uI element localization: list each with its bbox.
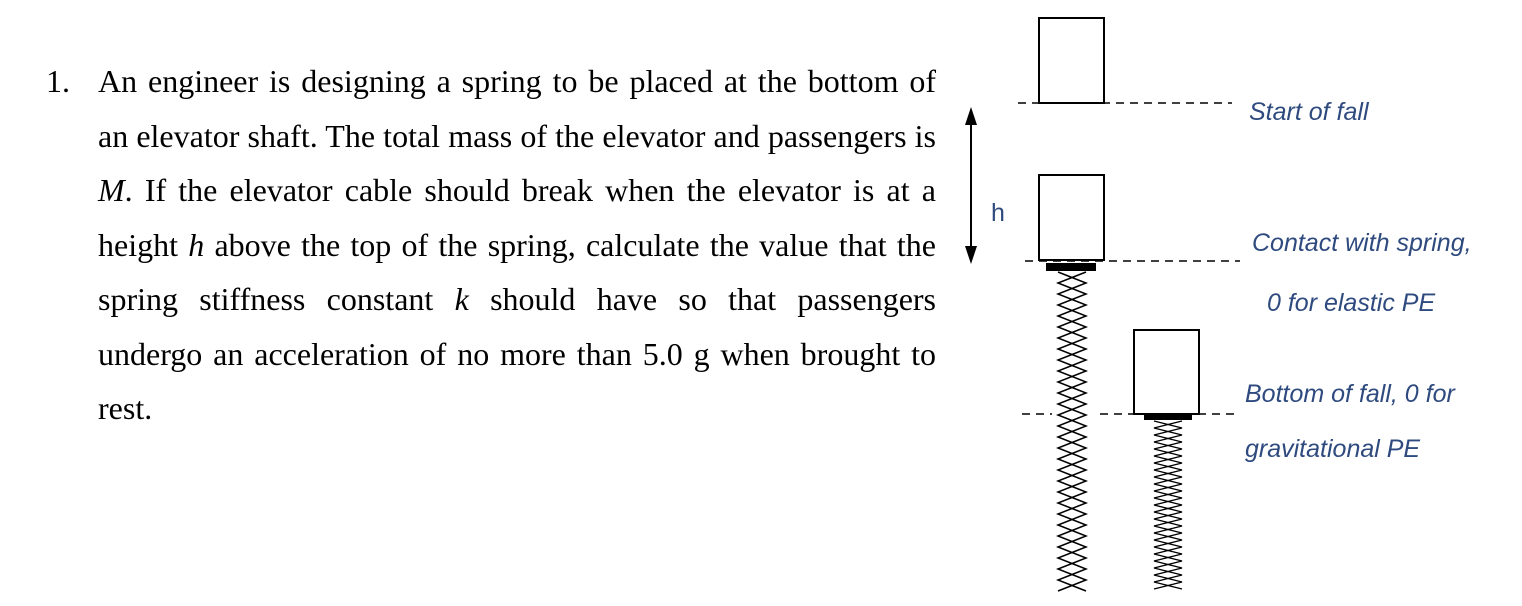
label-contact-line-1: Contact with spring,: [1252, 229, 1472, 257]
height-arrow-head-down: [965, 246, 977, 264]
problem-text-4: should have so that passengers undergo an acceleration of no more than 5.0 g when brought to rest.: [98, 281, 937, 426]
problem-number: 1.: [46, 63, 70, 99]
label-start-of-fall: Start of fall: [1249, 98, 1369, 126]
problem-text-3: above the top of the spring, calculate the value that the spring stiffness constant: [98, 226, 937, 317]
label-bottom-line-2: gravitational PE: [1245, 435, 1421, 463]
spring-plate-compressed: [1144, 414, 1192, 420]
spring-compressed: [1154, 421, 1182, 589]
label-bottom-line-1: Bottom of fall, 0 for: [1245, 380, 1455, 408]
variable-mass: M: [98, 172, 125, 208]
label-contact-line-2: 0 for elastic PE: [1267, 289, 1436, 317]
elevator-box-bottom: [1134, 330, 1199, 414]
height-label: h: [991, 199, 1005, 227]
elevator-box-contact: [1039, 175, 1104, 260]
variable-height: h: [188, 226, 205, 263]
spring-uncompressed: [1058, 272, 1086, 591]
elevator-box-start: [1039, 18, 1104, 103]
problem-text-1: An engineer is designing a spring to be placed at the bottom of an elevator shaft. The total mass of the elevator and passengers is: [98, 63, 936, 154]
variable-stiffness: k: [454, 281, 469, 317]
problem-text-2: . If the elevator cable should break when the elevator is at a height: [98, 172, 936, 263]
height-arrow-head-up: [965, 107, 977, 125]
spring-plate-uncompressed: [1046, 263, 1096, 271]
